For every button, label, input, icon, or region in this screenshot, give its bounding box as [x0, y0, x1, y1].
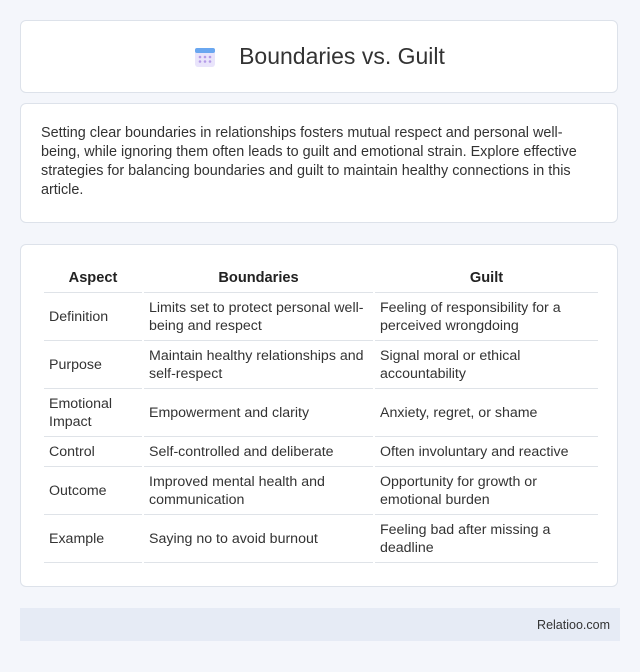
cell-guilt: Often involuntary and reactive: [375, 437, 598, 467]
cell-guilt: Signal moral or ethical accountability: [375, 341, 598, 389]
intro-text: Setting clear boundaries in relationships fosters mutual respect and personal well-being, while ignoring them often leads to guilt and emotional strain. Explore effective strategies for balancing boundaries and guilt to maintain healthy connections in this article.: [41, 125, 577, 198]
cell-boundaries: Self-controlled and deliberate: [144, 437, 373, 467]
page-title: Boundaries vs. Guilt: [239, 43, 445, 69]
cell-boundaries: Improved mental health and communication: [144, 467, 373, 515]
cell-guilt: Anxiety, regret, or shame: [375, 389, 598, 437]
comparison-card: [20, 244, 618, 587]
cell-guilt: Feeling of responsibility for a perceived wrongdoing: [375, 293, 598, 341]
table-header-row: [44, 264, 598, 293]
header-aspect: Aspect: [44, 264, 142, 293]
cell-aspect: Outcome: [44, 467, 142, 515]
title-card: [20, 20, 618, 93]
cell-boundaries: Empowerment and clarity: [144, 389, 373, 437]
cell-boundaries: Saying no to avoid burnout: [144, 515, 373, 563]
cell-aspect: Emotional Impact: [44, 389, 142, 437]
calendar-icon: [193, 45, 217, 69]
cell-aspect: Purpose: [44, 341, 142, 389]
table-row: [44, 515, 598, 563]
cell-boundaries: Maintain healthy relationships and self-respect: [144, 341, 373, 389]
intro-card: [20, 103, 618, 223]
table-row: [44, 341, 598, 389]
cell-guilt: Feeling bad after missing a deadline: [375, 515, 598, 563]
cell-aspect: Example: [44, 515, 142, 563]
header-guilt: Guilt: [375, 264, 598, 293]
cell-guilt: Opportunity for growth or emotional burden: [375, 467, 598, 515]
table-row: [44, 467, 598, 515]
comparison-table: [42, 264, 600, 563]
header-boundaries: Boundaries: [144, 264, 373, 293]
footer-brand[interactable]: Relatioo.com: [537, 617, 610, 632]
table-row: [44, 437, 598, 467]
cell-aspect: Definition: [44, 293, 142, 341]
table-row: [44, 293, 598, 341]
table-row: [44, 389, 598, 437]
cell-aspect: Control: [44, 437, 142, 467]
cell-boundaries: Limits set to protect personal well-being and respect: [144, 293, 373, 341]
footer: [20, 608, 620, 641]
